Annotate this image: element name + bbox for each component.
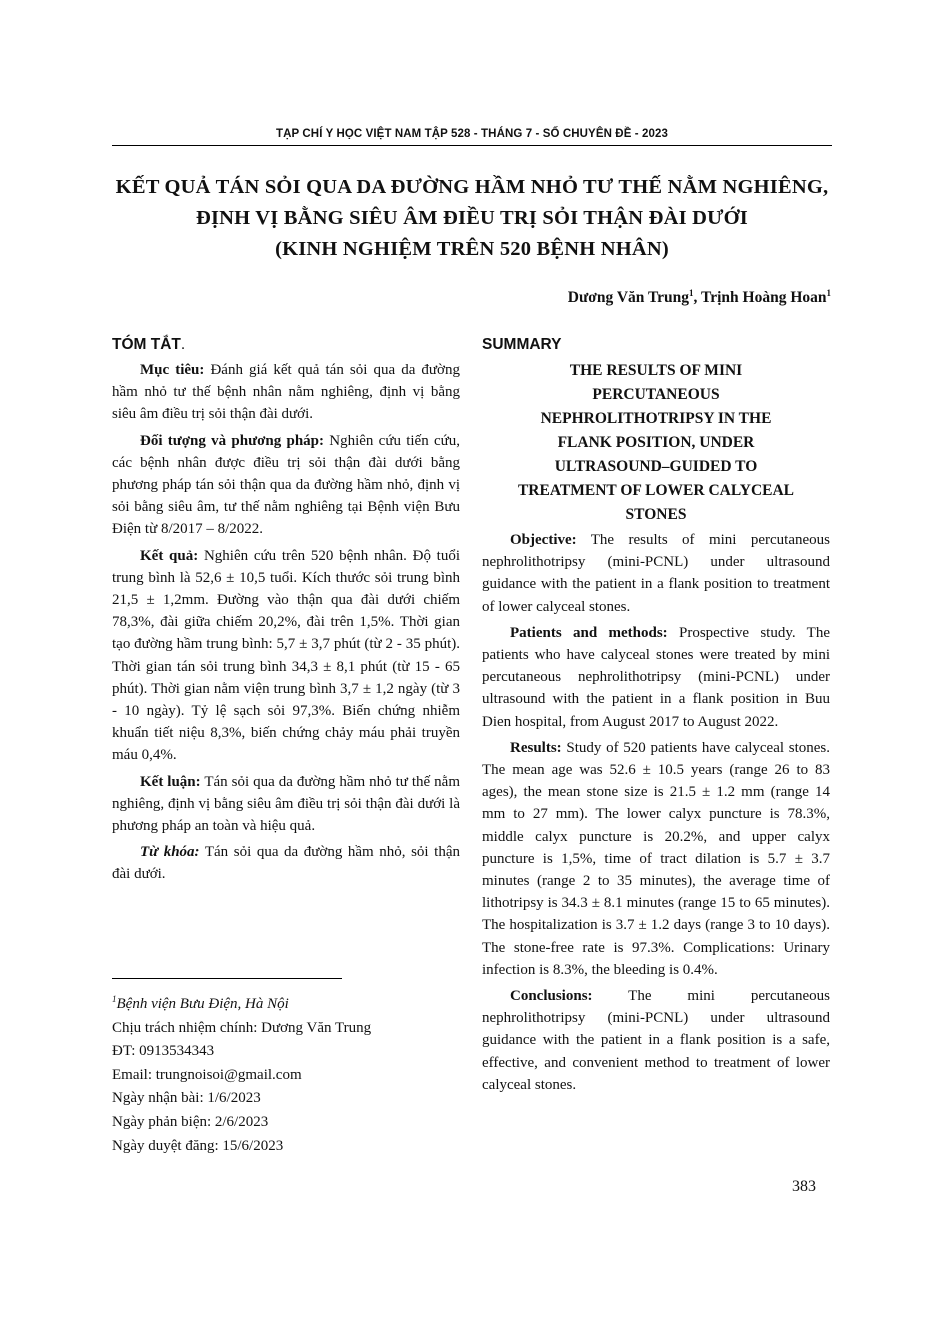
- page-number: 383: [792, 1178, 816, 1195]
- english-title-line: THE RESULTS OF MINI: [569, 362, 743, 379]
- abstract-english: [482, 333, 830, 1100]
- date-received: Ngày nhận bài: 1/6/2023: [112, 1090, 261, 1107]
- section-heading: SUMMARY: [482, 336, 562, 353]
- affiliation-note: $^1$Bệnh viện Bưu Điện, Hà Nội: [112, 994, 289, 1012]
- section-heading: TÓM TẮT.: [112, 336, 186, 353]
- affiliation-mark: 1: [826, 288, 831, 298]
- title-line: KẾT QUẢ TÁN SỎI QUA DA ĐƯỜNG HẦM NHỎ TƯ THẾ NẰM NGHIÊNG,: [115, 176, 829, 198]
- abstract-paragraph: Objective: The results of mini percutaneous nephrolithotripsy (mini-PCNL) under ultrasound guidance with the patient in a flank position to treatment of lower calyceal stones.: [482, 532, 830, 615]
- abstract-paragraph: Results: Study of 520 patients have calyceal stones. The mean age was 52.6 ± 10.5 years (range 26 to 83 ages), the mean stone size is 21.5 ± 1.2 mm (range 14 mm to 27 mm). The lower calyx puncture is 78.3%, middle calyx puncture is 20.2%, and upper calyx puncture is 1,5%, time of tract dilation is 5.7 ± 3.7 minutes (range 2 to 35 minutes), the average time of lithotripsy is 34.3 ± 8.1 minutes (range 15 to 65 minutes). The hospitalization is 3.7 ± 1.2 days (range 3 to 10 days). The stone-free rate is 97.3%. Complications: Urinary infection is 8.3%, the bleeding is 0.4%.: [482, 739, 830, 978]
- abstract-paragraph: Kết luận: Tán sỏi qua da đường hầm nhỏ tư thế nằm nghiêng, định vị bằng siêu âm điều trị sỏi thận đài dưới là phương pháp an toàn và hiệu quả.: [112, 773, 460, 835]
- english-title-line: ULTRASOUND–GUIDED TO: [554, 458, 758, 475]
- english-title: [482, 359, 830, 527]
- abstract-paragraph: Kết quả: Nghiên cứu trên 520 bệnh nhân. Độ tuổi trung bình là 52,6 ± 10,5 tuổi. Kích thước sỏi trung bình 21,5 ± 1,2mm. Đường vào thận qua đài dưới chiếm 78,3%, đài giữa chiếm 20,2%, đài trên 1,5%. Thời gian tạo đường hầm trung bình: 5,7 ± 3,7 phút (từ 2 - 35 phút). Thời gian tán sỏi trung bình 34,3 ± 8,1 phút (từ 15 - 65 phút). Thời gian nằm viện trung bình 3,7 ± 1,2 ngày (từ 3 - 10 ngày). Tỷ lệ sạch sỏi 97,3%. Biến chứng nhiễm khuẩn tiết niệu 8,3%, biến chứng chảy máu phải truyền máu 0,4%.: [112, 547, 461, 764]
- abstract-paragraph: Đối tượng và phương pháp: Nghiên cứu tiến cứu, các bệnh nhân được điều trị sỏi thận đài dưới bằng phương pháp tán sỏi thận qua da đường hầm nhỏ, định vị sỏi bằng siêu âm, tư thế nằm nghiêng tại Bệnh viện Bưu Điện từ 8/2017 – 8/2022.: [112, 432, 460, 538]
- author-name: Dương Văn Trung: [567, 289, 690, 307]
- running-head: TẠP CHÍ Y HỌC VIỆT NAM TẬP 528 - THÁNG 7 - SỐ CHUYÊN ĐỀ - 2023: [276, 128, 668, 140]
- keywords: Từ khóa: Tán sỏi qua da đường hầm nhỏ, sỏi thận đài dưới.: [112, 844, 460, 883]
- corresponding-author: Chịu trách nhiệm chính: Dương Văn Trung: [112, 1019, 372, 1036]
- footnotes: [112, 988, 460, 1158]
- english-title-line: FLANK POSITION, UNDER: [557, 434, 755, 451]
- abstract-paragraph: Patients and methods: Prospective study. The patients who have calyceal stones were treated by mini percutaneous nephrolithotripsy (mini-PCNL) under ultrasound with the patient in a flank position in Buu Dien hospital, from August 2017 to August 2022.: [482, 624, 830, 730]
- email: Email: trungnoisoi@gmail.com: [112, 1066, 302, 1083]
- abstract-paragraph: Mục tiêu: Đánh giá kết quả tán sỏi qua da đường hầm nhỏ tư thế bệnh nhân nằm nghiêng, định vị bằng siêu âm điều trị sỏi thận đài dưới.: [112, 362, 460, 423]
- affiliation-mark: 1: [689, 288, 694, 298]
- title-line: (KINH NGHIỆM TRÊN 520 BỆNH NHÂN): [275, 238, 669, 260]
- english-title-line: TREATMENT OF LOWER CALYCEAL: [517, 482, 795, 499]
- article-title: [112, 172, 832, 265]
- abstract-vietnamese: [112, 333, 460, 890]
- date-reviewed: Ngày phản biện: 2/6/2023: [112, 1113, 269, 1130]
- english-title-line: NEPHROLITHOTRIPSY IN THE: [540, 410, 772, 427]
- english-title-line: PERCUTANEOUS: [592, 386, 720, 403]
- title-line: ĐỊNH VỊ BẰNG SIÊU ÂM ĐIỀU TRỊ SỎI THẬN ĐÀI DƯỚI: [196, 207, 748, 229]
- author-separator: ,: [693, 289, 702, 307]
- phone: ĐT: 0913534343: [112, 1043, 215, 1060]
- header-rule: [112, 145, 832, 146]
- author-list: [568, 288, 831, 307]
- footnote-rule: [112, 978, 342, 979]
- date-accepted: Ngày duyệt đăng: 15/6/2023: [112, 1137, 284, 1154]
- author-name: Trịnh Hoàng Hoan: [701, 289, 827, 307]
- abstract-paragraph: Conclusions: The mini percutaneous nephrolithotripsy (mini-PCNL) under ultrasound guidance with the patient in a flank position is a safe, effective, and convenient method to treatment of lower calyceal stones.: [482, 988, 830, 1093]
- english-title-line: STONES: [625, 506, 687, 523]
